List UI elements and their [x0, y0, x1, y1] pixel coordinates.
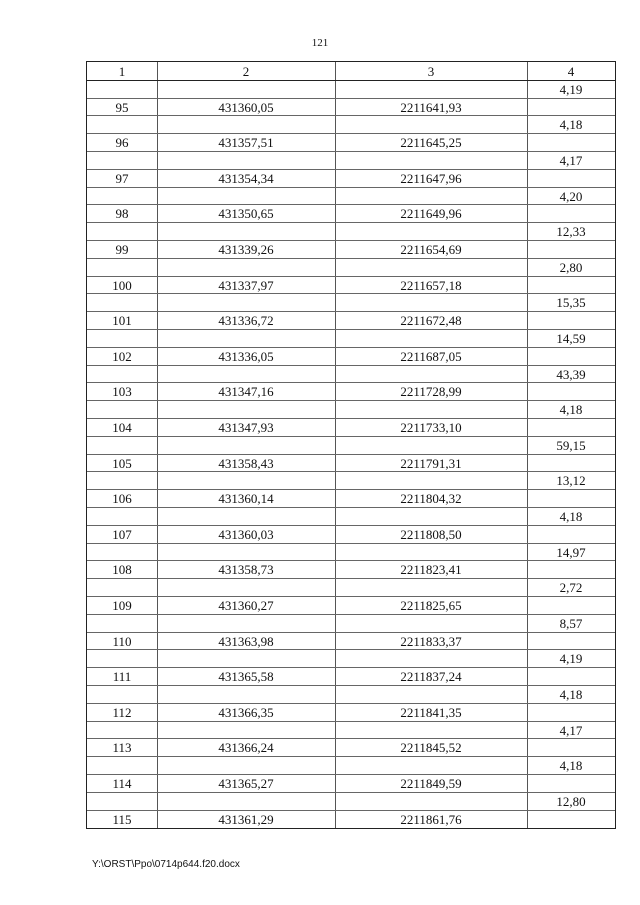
point-number-cell	[87, 650, 157, 667]
distance-cell: 4,18	[559, 758, 583, 773]
point-number-cell: 107	[112, 527, 132, 542]
x-coordinate-cell: 431339,26	[218, 242, 274, 257]
y-coordinate-cell: 2211672,48	[400, 313, 462, 328]
distance-cell: 2,80	[559, 260, 583, 275]
point-number-cell: 102	[112, 349, 132, 364]
distance-cell: 12,33	[556, 224, 586, 239]
point-number-cell	[87, 508, 157, 525]
point-number-cell: 104	[112, 420, 132, 435]
page-number: 121	[311, 37, 329, 49]
y-coordinate-cell	[335, 793, 527, 810]
point-number-cell: 106	[112, 491, 132, 506]
y-coordinate-cell: 2211791,31	[400, 456, 462, 471]
distance-cell: 2,72	[559, 580, 583, 595]
y-coordinate-cell: 2211647,96	[400, 171, 462, 186]
point-number-cell	[87, 366, 157, 383]
distance-cell: 4,17	[559, 153, 583, 168]
distance-cell	[527, 633, 615, 650]
point-number-cell	[87, 294, 157, 311]
distance-cell	[527, 348, 615, 365]
distance-cell	[527, 811, 615, 828]
point-number-cell: 115	[112, 812, 132, 827]
x-coordinate-cell	[157, 294, 335, 311]
x-coordinate-cell	[157, 793, 335, 810]
y-coordinate-cell: 2211861,76	[400, 812, 462, 827]
y-coordinate-cell	[335, 401, 527, 418]
header-col-4: 4	[567, 64, 575, 79]
point-number-cell	[87, 472, 157, 489]
x-coordinate-cell: 431350,65	[218, 206, 274, 221]
coordinates-table	[86, 61, 616, 829]
point-number-cell: 97	[115, 171, 129, 186]
x-coordinate-cell: 431357,51	[218, 135, 274, 150]
point-number-cell: 108	[112, 562, 132, 577]
y-coordinate-cell: 2211841,35	[400, 705, 462, 720]
x-coordinate-cell: 431365,27	[218, 776, 274, 791]
distance-cell: 8,57	[559, 616, 583, 631]
y-coordinate-cell: 2211833,37	[400, 634, 462, 649]
y-coordinate-cell	[335, 116, 527, 133]
y-coordinate-cell: 2211849,59	[400, 776, 462, 791]
point-number-cell: 111	[112, 669, 132, 684]
header-col-1: 1	[118, 64, 126, 79]
distance-cell	[527, 419, 615, 436]
point-number-cell	[87, 757, 157, 774]
point-number-cell: 95	[115, 100, 129, 115]
y-coordinate-cell	[335, 757, 527, 774]
point-number-cell: 101	[112, 313, 132, 328]
point-number-cell	[87, 579, 157, 596]
point-number-cell	[87, 188, 157, 205]
y-coordinate-cell	[335, 259, 527, 276]
distance-cell: 4,19	[559, 651, 583, 666]
x-coordinate-cell: 431358,43	[218, 456, 274, 471]
x-coordinate-cell	[157, 686, 335, 703]
y-coordinate-cell: 2211649,96	[400, 206, 462, 221]
y-coordinate-cell	[335, 615, 527, 632]
y-coordinate-cell	[335, 472, 527, 489]
y-coordinate-cell	[335, 294, 527, 311]
y-coordinate-cell: 2211825,65	[400, 598, 462, 613]
point-number-cell	[87, 401, 157, 418]
distance-cell: 4,18	[559, 117, 583, 132]
x-coordinate-cell: 431361,29	[218, 812, 274, 827]
x-coordinate-cell: 431354,34	[218, 171, 274, 186]
header-col-2: 2	[242, 64, 250, 79]
y-coordinate-cell: 2211654,69	[400, 242, 462, 257]
y-coordinate-cell	[335, 650, 527, 667]
y-coordinate-cell	[335, 686, 527, 703]
distance-cell	[527, 775, 615, 792]
point-number-cell	[87, 722, 157, 739]
x-coordinate-cell: 431337,97	[218, 278, 274, 293]
distance-cell	[527, 739, 615, 756]
distance-cell: 59,15	[556, 438, 586, 453]
x-coordinate-cell	[157, 116, 335, 133]
distance-cell	[527, 383, 615, 400]
point-number-cell: 98	[115, 206, 129, 221]
y-coordinate-cell: 2211845,52	[400, 740, 462, 755]
x-coordinate-cell	[157, 401, 335, 418]
distance-cell	[527, 134, 615, 151]
y-coordinate-cell: 2211823,41	[400, 562, 462, 577]
header-col-3: 3	[427, 64, 435, 79]
x-coordinate-cell: 431360,05	[218, 100, 274, 115]
x-coordinate-cell	[157, 437, 335, 454]
x-coordinate-cell	[157, 579, 335, 596]
distance-cell: 4,20	[559, 189, 583, 204]
point-number-cell	[87, 259, 157, 276]
distance-cell: 4,17	[559, 723, 583, 738]
y-coordinate-cell	[335, 722, 527, 739]
distance-cell: 12,80	[556, 794, 586, 809]
x-coordinate-cell: 431366,24	[218, 740, 274, 755]
point-number-cell: 114	[112, 776, 132, 791]
x-coordinate-cell	[157, 544, 335, 561]
x-coordinate-cell	[157, 508, 335, 525]
distance-cell	[527, 170, 615, 187]
x-coordinate-cell: 431336,05	[218, 349, 274, 364]
distance-cell	[527, 526, 615, 543]
point-number-cell: 96	[115, 135, 129, 150]
x-coordinate-cell	[157, 152, 335, 169]
y-coordinate-cell: 2211687,05	[400, 349, 462, 364]
footer-file-path: Y:\ORST\Ppo\0714p644.f20.docx	[92, 859, 240, 870]
point-number-cell: 99	[115, 242, 129, 257]
distance-cell	[527, 455, 615, 472]
x-coordinate-cell: 431336,72	[218, 313, 274, 328]
distance-cell	[527, 312, 615, 329]
distance-cell: 13,12	[556, 473, 586, 488]
distance-cell	[527, 561, 615, 578]
y-coordinate-cell: 2211645,25	[400, 135, 462, 150]
point-number-cell	[87, 686, 157, 703]
point-number-cell: 112	[112, 705, 132, 720]
distance-cell	[527, 277, 615, 294]
y-coordinate-cell	[335, 188, 527, 205]
x-coordinate-cell: 431363,98	[218, 634, 274, 649]
point-number-cell	[87, 152, 157, 169]
distance-cell	[527, 668, 615, 685]
point-number-cell	[87, 116, 157, 133]
distance-cell: 4,18	[559, 509, 583, 524]
x-coordinate-cell	[157, 223, 335, 240]
x-coordinate-cell	[157, 259, 335, 276]
y-coordinate-cell: 2211804,32	[400, 491, 462, 506]
point-number-cell	[87, 437, 157, 454]
y-coordinate-cell: 2211728,99	[400, 384, 462, 399]
distance-cell	[527, 597, 615, 614]
distance-cell: 14,59	[556, 331, 586, 346]
distance-cell: 4,18	[559, 687, 583, 702]
x-coordinate-cell: 431358,73	[218, 562, 274, 577]
y-coordinate-cell: 2211733,10	[400, 420, 462, 435]
distance-cell: 15,35	[556, 295, 586, 310]
y-coordinate-cell	[335, 508, 527, 525]
point-number-cell: 109	[112, 598, 132, 613]
point-number-cell: 103	[112, 384, 132, 399]
point-number-cell	[87, 615, 157, 632]
x-coordinate-cell	[157, 472, 335, 489]
y-coordinate-cell	[335, 579, 527, 596]
y-coordinate-cell	[335, 437, 527, 454]
distance-cell	[527, 490, 615, 507]
point-number-cell	[87, 793, 157, 810]
point-number-cell: 100	[112, 278, 132, 293]
x-coordinate-cell	[157, 615, 335, 632]
y-coordinate-cell	[335, 152, 527, 169]
x-coordinate-cell	[157, 81, 335, 98]
distance-cell: 43,39	[556, 367, 586, 382]
y-coordinate-cell	[335, 81, 527, 98]
point-number-cell	[87, 544, 157, 561]
x-coordinate-cell	[157, 330, 335, 347]
y-coordinate-cell: 2211641,93	[400, 100, 462, 115]
x-coordinate-cell	[157, 722, 335, 739]
y-coordinate-cell	[335, 366, 527, 383]
x-coordinate-cell	[157, 757, 335, 774]
distance-cell: 14,97	[556, 545, 586, 560]
x-coordinate-cell: 431347,16	[218, 384, 274, 399]
distance-cell	[527, 99, 615, 116]
point-number-cell	[87, 223, 157, 240]
y-coordinate-cell	[335, 223, 527, 240]
x-coordinate-cell	[157, 188, 335, 205]
point-number-cell: 113	[112, 740, 132, 755]
x-coordinate-cell: 431366,35	[218, 705, 274, 720]
distance-cell: 4,18	[559, 402, 583, 417]
y-coordinate-cell: 2211808,50	[400, 527, 462, 542]
y-coordinate-cell: 2211837,24	[400, 669, 462, 684]
x-coordinate-cell	[157, 650, 335, 667]
distance-cell	[527, 704, 615, 721]
y-coordinate-cell	[335, 330, 527, 347]
point-number-cell	[87, 330, 157, 347]
distance-cell: 4,19	[559, 82, 583, 97]
y-coordinate-cell: 2211657,18	[400, 278, 462, 293]
x-coordinate-cell	[157, 366, 335, 383]
y-coordinate-cell	[335, 544, 527, 561]
x-coordinate-cell: 431360,14	[218, 491, 274, 506]
x-coordinate-cell: 431360,27	[218, 598, 274, 613]
x-coordinate-cell: 431365,58	[218, 669, 274, 684]
point-number-cell: 105	[112, 456, 132, 471]
distance-cell	[527, 205, 615, 222]
point-number-cell	[87, 81, 157, 98]
distance-cell	[527, 241, 615, 258]
x-coordinate-cell: 431360,03	[218, 527, 274, 542]
x-coordinate-cell: 431347,93	[218, 420, 274, 435]
point-number-cell: 110	[112, 634, 132, 649]
